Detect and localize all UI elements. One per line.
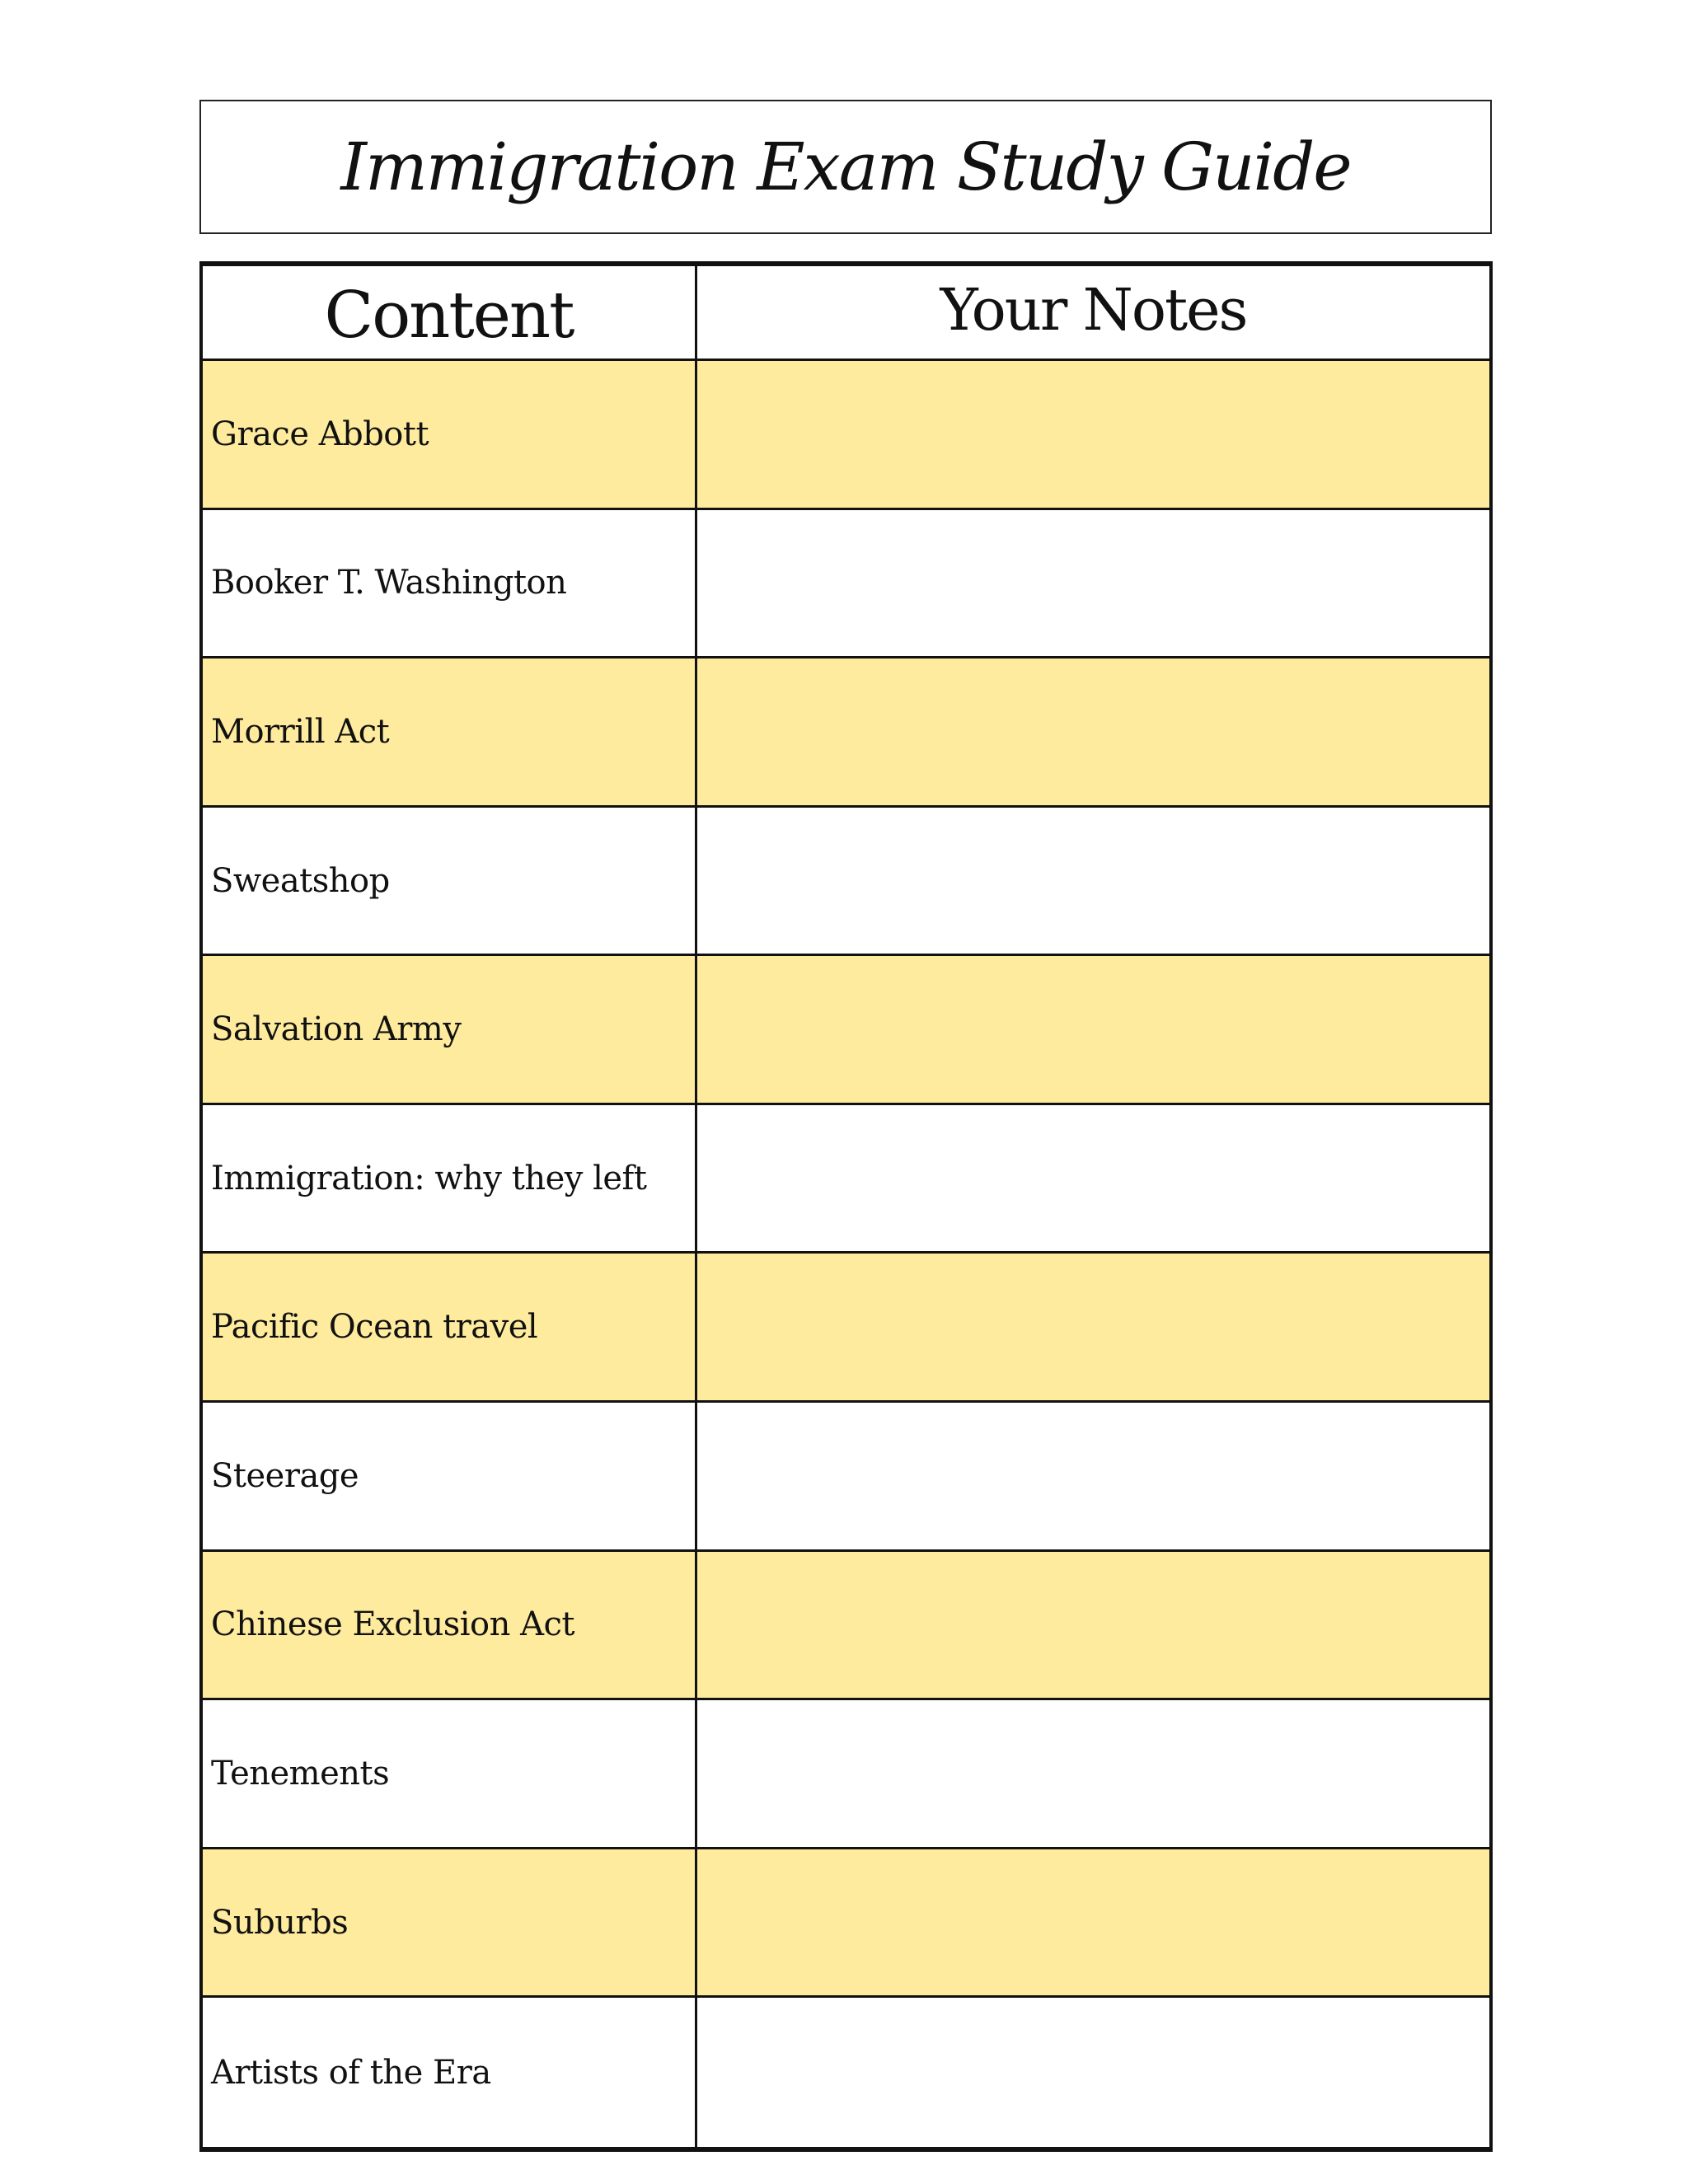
content-cell: Tenements <box>203 1700 697 1849</box>
content-cell: Artists of the Era <box>203 1998 697 2147</box>
notes-cell[interactable] <box>697 956 1489 1105</box>
notes-cell[interactable] <box>697 1849 1489 1999</box>
column-header-content: Content <box>203 266 697 361</box>
notes-cell[interactable] <box>697 1998 1489 2147</box>
notes-cell[interactable] <box>697 1552 1489 1701</box>
content-cell: Pacific Ocean travel <box>203 1254 697 1403</box>
study-guide-table <box>199 261 1493 2152</box>
notes-cell[interactable] <box>697 510 1489 659</box>
content-cell: Grace Abbott <box>203 361 697 510</box>
content-cell: Chinese Exclusion Act <box>203 1552 697 1701</box>
notes-cell[interactable] <box>697 1403 1489 1552</box>
content-cell: Booker T. Washington <box>203 510 697 659</box>
content-cell: Immigration: why they left <box>203 1105 697 1254</box>
notes-cell[interactable] <box>697 1254 1489 1403</box>
content-cell: Steerage <box>203 1403 697 1552</box>
content-cell: Suburbs <box>203 1849 697 1999</box>
column-header-notes: Your Notes <box>697 266 1489 361</box>
page-title: Immigration Exam Study Guide <box>340 129 1351 205</box>
notes-cell[interactable] <box>697 808 1489 957</box>
title-box <box>199 100 1492 234</box>
notes-cell[interactable] <box>697 361 1489 510</box>
notes-cell[interactable] <box>697 658 1489 808</box>
content-cell: Morrill Act <box>203 658 697 808</box>
content-cell: Sweatshop <box>203 808 697 957</box>
content-cell: Salvation Army <box>203 956 697 1105</box>
notes-cell[interactable] <box>697 1700 1489 1849</box>
notes-cell[interactable] <box>697 1105 1489 1254</box>
